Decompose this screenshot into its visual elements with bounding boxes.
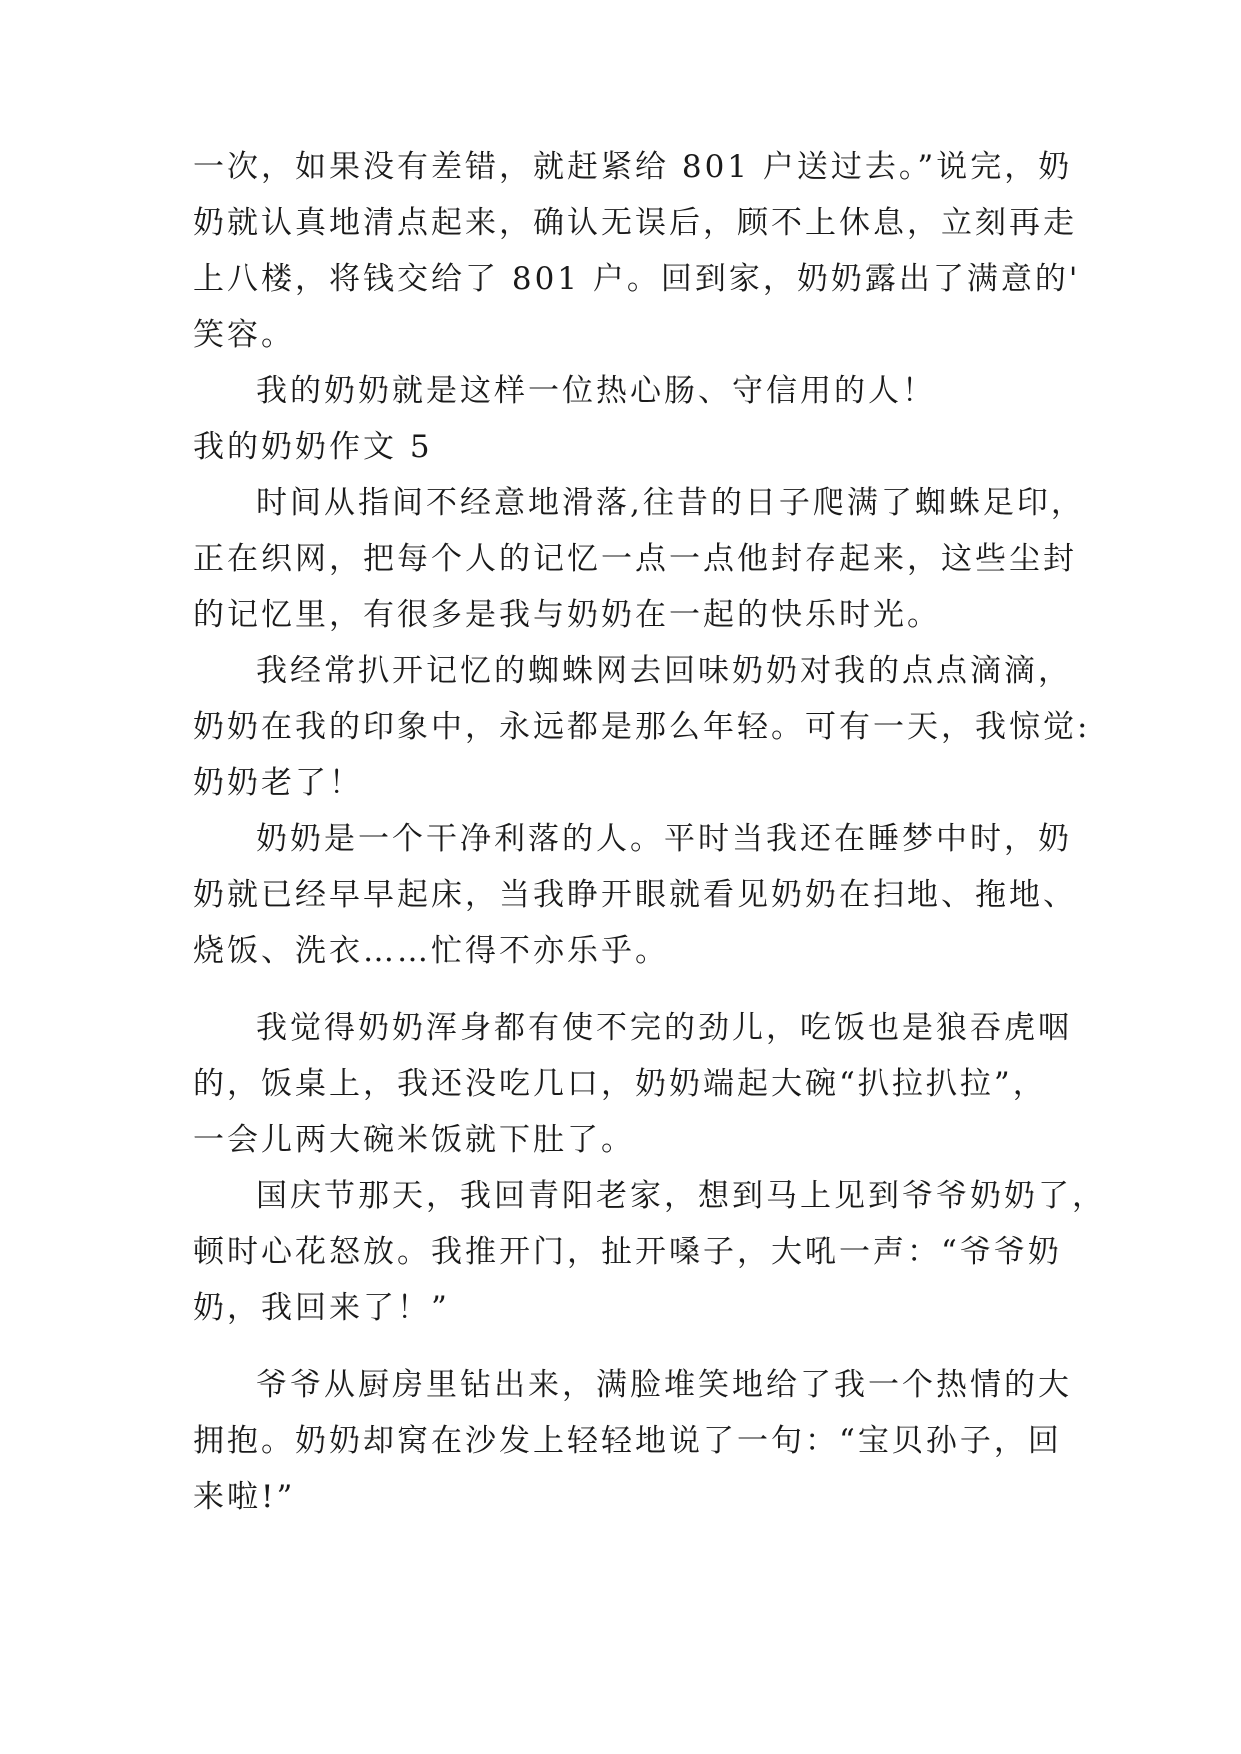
paragraph-first-line: 我的奶奶就是这样一位热心肠、守信用的人！ <box>256 373 936 409</box>
text-line: 拥抱。奶奶却窝在沙发上轻轻地说了一句：“宝贝孙子，回 <box>193 1423 1062 1459</box>
paragraph-first-line: 爷爷从厨房里钻出来，满脸堆笑地给了我一个热情的大 <box>256 1367 1072 1403</box>
text-line: 烧饭、洗衣……忙得不亦乐乎。 <box>193 933 669 969</box>
text-line: 正在织网，把每个人的记忆一点一点他封存起来，这些尘封 <box>193 541 1077 577</box>
paragraph-first-line: 奶奶是一个干净利落的人。平时当我还在睡梦中时，奶 <box>256 821 1072 857</box>
paragraph-first-line: 国庆节那天，我回青阳老家，想到马上见到爷爷奶奶了， <box>256 1178 1106 1214</box>
text-line: 的记忆里，有很多是我与奶奶在一起的快乐时光。 <box>193 597 941 633</box>
paragraph-first-line: 我经常扒开记忆的蜘蛛网去回味奶奶对我的点点滴滴， <box>256 653 1072 689</box>
text-line: 奶就认真地清点起来，确认无误后，顾不上休息，立刻再走 <box>193 205 1077 241</box>
text-line: 上八楼，将钱交给了 801 户。回到家，奶奶露出了满意的' <box>193 261 1081 297</box>
text-line: 奶奶老了！ <box>193 765 363 801</box>
text-line: 奶就已经早早起床，当我睁开眼就看见奶奶在扫地、拖地、 <box>193 877 1077 913</box>
paragraph-first-line: 时间从指间不经意地滑落,往昔的日子爬满了蜘蛛足印， <box>256 485 1085 521</box>
section-heading: 我的奶奶作文 5 <box>193 429 433 465</box>
text-line: 来啦!” <box>193 1479 296 1515</box>
text-line: 的，饭桌上，我还没吃几口，奶奶端起大碗“扒拉扒拉”， <box>193 1066 1047 1102</box>
text-line: 奶，我回来了！” <box>193 1290 450 1326</box>
text-line: 笑容。 <box>193 317 295 353</box>
paragraph-first-line: 我觉得奶奶浑身都有使不完的劲儿，吃饭也是狼吞虎咽 <box>256 1010 1072 1046</box>
text-line: 奶奶在我的印象中，永远都是那么年轻。可有一天，我惊觉: <box>193 709 1091 745</box>
text-line: 一会儿两大碗米饭就下肚了。 <box>193 1122 635 1158</box>
text-line: 一次，如果没有差错，就赶紧给 801 户送过去。”说完，奶 <box>193 149 1073 185</box>
text-line: 顿时心花怒放。我推开门，扯开嗓子，大吼一声：“爷爷奶 <box>193 1234 1062 1270</box>
